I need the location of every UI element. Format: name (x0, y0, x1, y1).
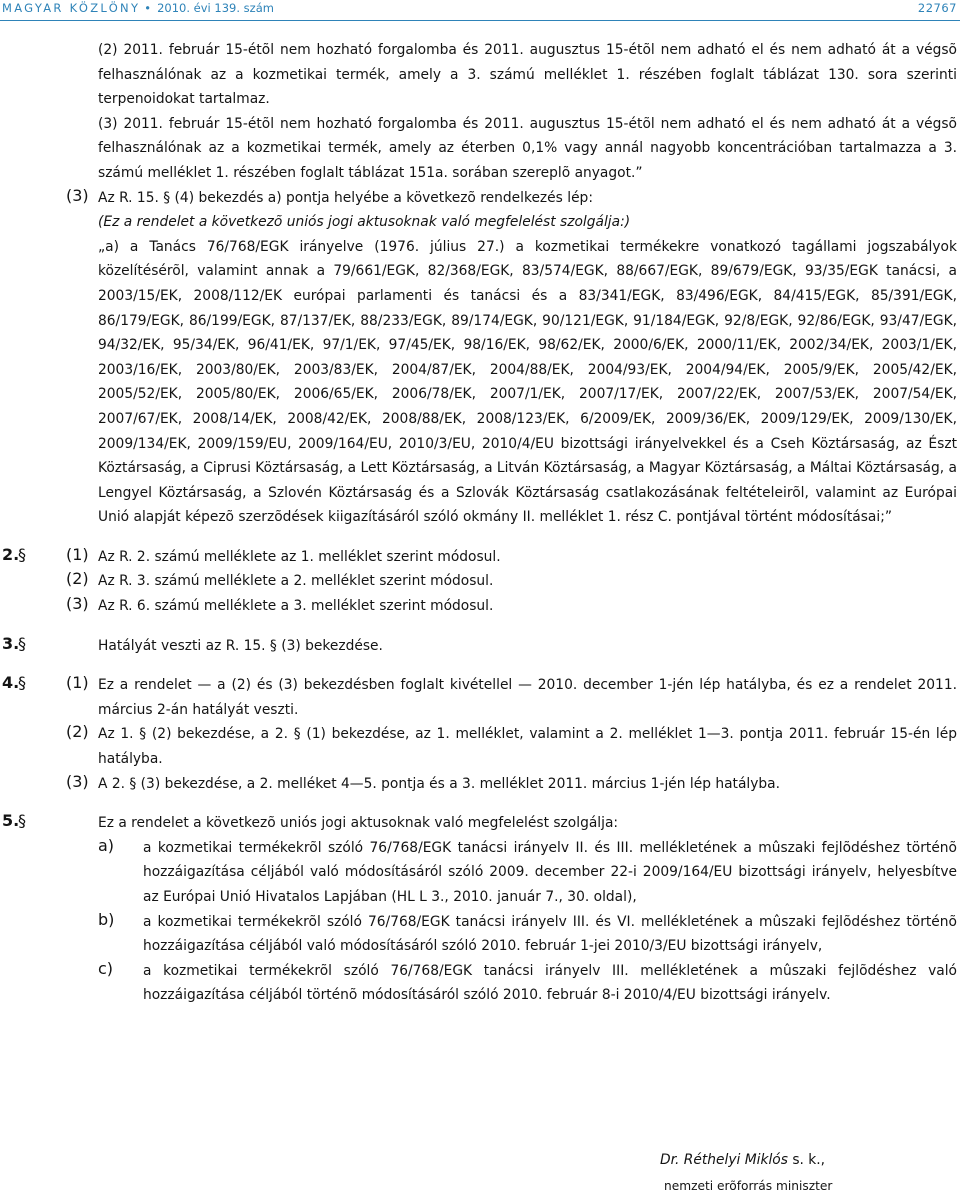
issue-label: 2010. évi 139. szám (157, 1, 274, 15)
point-text: a kozmetikai termékekrõl szóló 76/768/EGK tanácsi irányelv III. mellékletének a mûszaki fejlõdéshez való hozzáigazítása céljából történõ módosításáról szóló 2010. február 8-i 2010/4/EU bizottsági irányelv. (143, 962, 957, 1004)
quoted-paragraph-3: (3) 2011. február 15-étõl nem hozható forgalomba és 2011. augusztus 15-étõl nem adható el és nem adható át a végsõ felhasználónak az a kozmetikai termék, amely az éterben 0,1% vagy annál nagyobb koncentrációban tartalmazza a 3. számú melléklet 1. részében foglalt táblázat 151a. sorában szereplõ anyagot.” (98, 115, 957, 181)
quoted-paragraph-2: (2) 2011. február 15-étõl nem hozható forgalomba és 2011. augusztus 15-étõl nem adható el és nem adható át a végsõ felhasználónak az a kozmetikai termék, amely a 3. számú melléklet 1. részében foglalt táblázat 130. sora szerinti terpenoidokat tartalmaz. (98, 42, 957, 108)
paragraph-text: A 2. § (3) bekezdése, a 2. melléket 4—5. pontja és a 3. melléklet 2011. március 1-jén lép hatályba. (98, 775, 781, 792)
point-text: a kozmetikai termékekrõl szóló 76/768/EGK tanácsi irányelv III. és VI. mellékletének a mûszaki fejlõdéshez történõ hozzáigazítása céljából való módosításáról szóló 2010. február 1-jei 2010/3/EU bizottsági irányelv, (143, 913, 957, 955)
section-5-point-b (0, 910, 960, 959)
section-number: 2. (2, 544, 20, 564)
paragraph-label: (2) (66, 569, 89, 589)
quoted-point-a: „a) a Tanács 76/768/EGK irányelve (1976. július 27.) a kozmetikai termékekre vonatkozó tagállami jogszabályok közelítésérõl, valamint annak a 79/661/EGK, 82/368/EGK, 83/574/EGK, 88/667/EGK, 89/679/EGK, 93/35/EGK tanácsi, a 2003/15/EK, 2008/112/EK európai parlamenti és tanácsi és a 83/341/EGK, 83/496/EGK, 84/415/EGK, 85/391/EGK, 86/179/EGK, 86/199/EGK, 87/137/EK, 88/233/EGK, 89/174/EGK, 90/121/EGK, 91/184/EGK, 92/8/EGK, 92/86/EGK, 93/47/EGK, 94/32/EK, 95/34/EK, 96/41/EK, 97/1/EK, 97/45/EK, 98/16/EK, 98/62/EK, 2000/6/EK, 2000/11/EK, 2002/34/EK, 2003/1/EK, 2003/16/EK, 2003/80/EK, 2003/83/EK, 2004/87/EK, 2004/88/EK, 2004/93/EK, 2004/94/EK, 2005/9/EK, 2005/42/EK, 2005/52/EK, 2005/80/EK, 2006/65/EK, 2006/78/EK, 2007/1/EK, 2007/17/EK, 2007/22/EK, 2007/53/EK, 2007/54/EK, 2007/67/EK, 2008/14/EK, 2008/42/EK, 2008/88/EK, 2008/123/EK, 6/2009/EK, 2009/36/EK, 2009/129/EK, 2009/130/EK, 2009/134/EK, 2009/159/EU, 2009/164/EU, 2010/3/EU, 2010/4/EU bizottsági irányelvekkel és a Cseh Köztársaság, az Észt Köztársaság, a Ciprusi Köztársaság, a Lett Köztársaság, a Litván Köztársaság, a Magyar Köztársaság, a Máltai Köztársaság, a Lengyel Köztársaság, a Szlovén Köztársaság és a Szlovák Köztársaság csatlakozásának feltételeirõl, valamint az Európai Unió alapját képezõ szerzõdések kiigazításáról szóló okmány II. melléklet 1. rész C. pontjával történt módosításai;” (98, 238, 957, 526)
bullet-separator: • (144, 1, 152, 15)
signature-line (660, 1152, 825, 1168)
section-symbol: § (18, 673, 26, 693)
section-5 (0, 811, 960, 1008)
section-symbol: § (18, 811, 26, 831)
section-symbol: § (18, 544, 26, 564)
section-4-item-1 (0, 673, 960, 722)
signatory-name: Dr. Réthelyi Miklós (660, 1152, 788, 1168)
section-2 (0, 545, 960, 619)
paragraph-text: Az R. 15. § (4) bekezdés a) pontja helyébe a következõ rendelkezés lép: (98, 189, 593, 206)
header-rule (0, 20, 960, 21)
section-number: 3. (2, 633, 20, 653)
section-5-point-c (0, 959, 960, 1008)
paragraph-label: (3) (66, 185, 89, 205)
point-label: b) (98, 909, 115, 929)
document-body (0, 38, 960, 1008)
section-3 (0, 634, 960, 659)
paragraph-text: Az 1. § (2) bekezdése, a 2. § (1) bekezdése, az 1. melléklet, valamint a 2. melléklet 1—3. pontja 2011. február 15-én lép hatályba. (98, 726, 957, 768)
paragraph-text: Ez a rendelet — a (2) és (3) bekezdésben foglalt kivétellel — 2010. december 1-jén lép hatályba, és ez a rendelet 2011. március 2-án hatályát veszti. (98, 677, 957, 718)
paragraph-text: Az R. 2. számú melléklete az 1. melléklet szerint módosul. (98, 548, 501, 565)
signatory-title: nemzeti erõforrás miniszter (664, 1179, 833, 1193)
section-number: 4. (2, 673, 20, 693)
section-2-item-1 (0, 545, 960, 570)
paragraph-label: (2) (66, 722, 89, 742)
paragraph-label: (1) (66, 544, 89, 564)
paragraph-text: Az R. 6. számú melléklete a 3. melléklet szerint módosul. (98, 598, 494, 615)
paragraph-3 (0, 186, 960, 211)
point-text: a kozmetikai termékekrõl szóló 76/768/EGK tanácsi irányelv II. és III. mellékletének a mûszaki fejlõdéshez történõ hozzáigazítása céljából való módosításáról szóló 2009. december 22-i 2009/164/EU bizottsági irányelv, helyesbítve az Európai Unió Hivatalos Lapjában (HL L 3., 2010. január 7., 30. oldal), (143, 839, 957, 905)
italic-note: (Ez a rendelet a következõ uniós jogi aktusoknak való megfelelést szolgálja:) (98, 214, 631, 231)
section-2-item-3 (0, 594, 960, 619)
running-header (2, 1, 274, 16)
point-label: c) (98, 958, 114, 978)
section-text: Hatályát veszti az R. 15. § (3) bekezdése. (98, 637, 383, 654)
page-header (0, 0, 960, 21)
signature-suffix: s. k., (787, 1152, 826, 1168)
paragraph-text: Az R. 3. számú melléklete a 2. melléklet szerint módosul. (98, 573, 494, 590)
section-number: 5. (2, 811, 20, 831)
section-5-point-a (0, 836, 960, 910)
paragraph-label: (3) (66, 771, 89, 791)
section-intro-text: Ez a rendelet a következõ uniós jogi aktusoknak való megfelelést szolgálja: (98, 815, 619, 832)
section-symbol: § (18, 633, 26, 653)
paragraph-label: (3) (66, 594, 89, 614)
journal-title: MAGYAR KÖZLÖNY (2, 1, 141, 15)
point-label: a) (98, 835, 115, 855)
section-5-intro (0, 811, 960, 836)
section-2-item-2 (0, 569, 960, 594)
section-4 (0, 673, 960, 796)
section-4-item-2 (0, 722, 960, 771)
section-4-item-3 (0, 772, 960, 797)
paragraph-label: (1) (66, 673, 89, 693)
page-number: 22767 (917, 1, 957, 15)
